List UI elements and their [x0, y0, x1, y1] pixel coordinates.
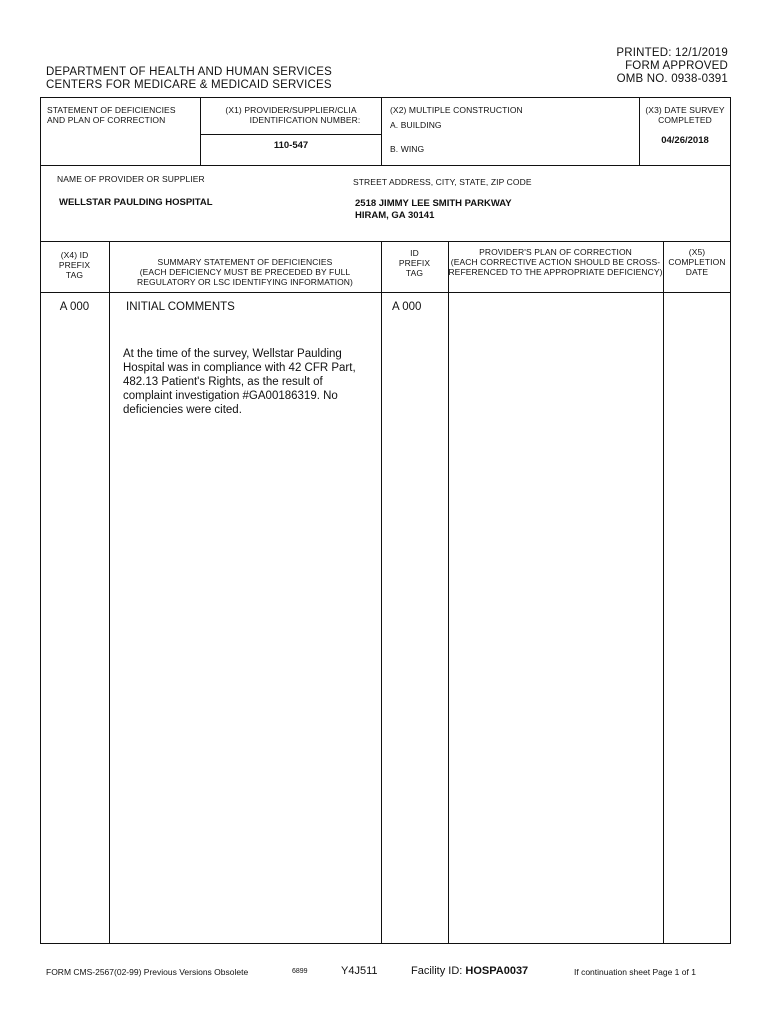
plan-header-3: REFERENCED TO THE APPROPRIATE DEFICIENCY) — [448, 267, 663, 277]
cms-title: CENTERS FOR MEDICARE & MEDICAID SERVICES — [46, 79, 332, 91]
facility-label: Facility ID: — [411, 965, 463, 977]
summary-header-3: REGULATORY OR LSC IDENTIFYING INFORMATION) — [137, 277, 353, 287]
x4-header-3: TAG — [65, 270, 84, 280]
address-label: STREET ADDRESS, CITY, STATE, ZIP CODE — [353, 177, 532, 187]
entry-body-line: 482.13 Patient's Rights, as the result of — [123, 376, 323, 388]
x3-label-1: (X3) DATE SURVEY — [645, 105, 725, 115]
form-approved: FORM APPROVED — [625, 60, 728, 72]
id-header-2: PREFIX — [398, 258, 431, 268]
printed-date: PRINTED: 12/1/2019 — [616, 47, 728, 59]
footer-page: If continuation sheet Page 1 of 1 — [574, 967, 696, 977]
summary-header-2: (EACH DEFICIENCY MUST BE PRECEDED BY FULL — [139, 267, 351, 277]
omb-number: OMB NO. 0938-0391 — [616, 73, 728, 85]
summary-header-1: SUMMARY STATEMENT OF DEFICIENCIES — [157, 257, 333, 267]
provider-name-value: WELLSTAR PAULDING HOSPITAL — [59, 197, 213, 208]
provider-id-value: 110-547 — [273, 140, 309, 151]
entry-body-line: At the time of the survey, Wellstar Paulding — [123, 348, 342, 360]
entry-body-line: deficiencies were cited. — [123, 404, 242, 416]
x5-header-2: COMPLETION — [668, 257, 726, 267]
x4-header-2: PREFIX — [58, 260, 91, 270]
plan-header-1: PROVIDER'S PLAN OF CORRECTION — [479, 247, 632, 257]
footer-form: FORM CMS-2567(02-99) Previous Versions Obsolete — [46, 967, 249, 977]
entry-body — [123, 347, 378, 417]
x5-header-3: DATE — [685, 267, 709, 277]
footer-facility — [411, 965, 528, 977]
x2-wing: B. WING — [390, 144, 425, 154]
address-line-1: 2518 JIMMY LEE SMITH PARKWAY — [355, 198, 512, 209]
x1-label-1: (X1) PROVIDER/SUPPLIER/CLIA — [225, 105, 357, 115]
x4-header-1: (X4) ID — [60, 250, 89, 260]
entry-tag-right: A 000 — [392, 301, 422, 313]
x5-header-1: (X5) — [688, 247, 706, 257]
survey-date-value: 04/26/2018 — [661, 135, 709, 146]
department-title: DEPARTMENT OF HEALTH AND HUMAN SERVICES — [46, 66, 332, 78]
facility-id: HOSPA0037 — [465, 965, 529, 977]
x1-label-2: IDENTIFICATION NUMBER: — [249, 115, 361, 125]
plan-header-2: (EACH CORRECTIVE ACTION SHOULD BE CROSS- — [450, 257, 661, 267]
provider-name-label: NAME OF PROVIDER OR SUPPLIER — [57, 174, 205, 184]
entry-title: INITIAL COMMENTS — [126, 301, 235, 313]
id-header-1: ID — [410, 248, 419, 258]
footer-event: 6899 — [292, 968, 308, 975]
address-line-2: HIRAM, GA 30141 — [355, 210, 435, 221]
id-header-3: TAG — [405, 268, 424, 278]
x2-building: A. BUILDING — [390, 120, 442, 130]
x2-label: (X2) MULTIPLE CONSTRUCTION — [390, 105, 523, 115]
entry-body-line: complaint investigation #GA00186319. No — [123, 390, 338, 402]
x3-label-2: COMPLETED — [658, 115, 712, 125]
entry-body-line: Hospital was in compliance with 42 CFR Part, — [123, 362, 356, 374]
statement-label-1: STATEMENT OF DEFICIENCIES — [47, 105, 176, 115]
footer-event-id: Y4J511 — [341, 965, 378, 977]
entry-tag-left: A 000 — [59, 301, 90, 313]
statement-label-2: AND PLAN OF CORRECTION — [47, 115, 166, 125]
